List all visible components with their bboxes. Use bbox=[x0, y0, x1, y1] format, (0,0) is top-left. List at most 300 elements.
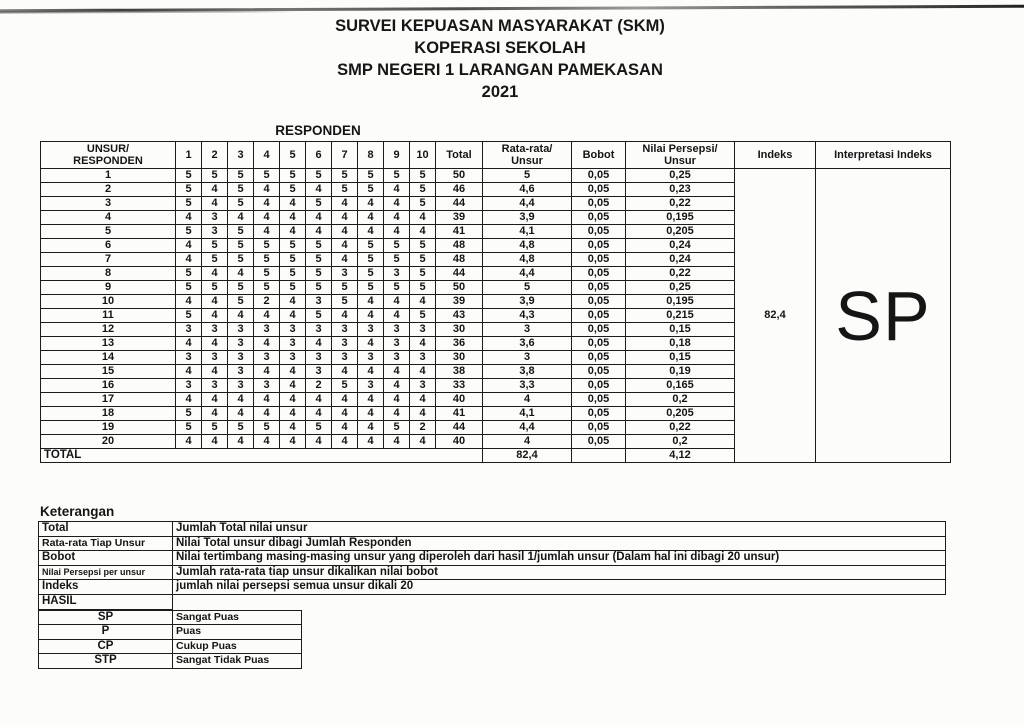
keterangan-term: Rata-rata Tiap Unsur bbox=[39, 536, 173, 551]
score-cell: 4 bbox=[384, 407, 410, 421]
score-cell: 4 bbox=[410, 295, 436, 309]
total-avg-cell: 82,4 bbox=[483, 449, 572, 463]
interpretasi-value: SP bbox=[816, 169, 951, 463]
skm-table-body bbox=[41, 169, 951, 463]
avg-cell: 4 bbox=[483, 435, 572, 449]
score-cell: 4 bbox=[384, 197, 410, 211]
score-cell: 4 bbox=[202, 267, 228, 281]
score-cell: 3 bbox=[332, 267, 358, 281]
score-cell: 3 bbox=[358, 351, 384, 365]
title-line-4: 2021 bbox=[481, 83, 519, 101]
score-cell: 4 bbox=[280, 435, 306, 449]
score-cell: 4 bbox=[410, 365, 436, 379]
score-cell: 4 bbox=[358, 225, 384, 239]
avg-cell: 4 bbox=[483, 393, 572, 407]
col-header-resp-4: 4 bbox=[254, 142, 280, 169]
responden-group-label: RESPONDEN bbox=[275, 123, 361, 138]
score-cell: 5 bbox=[228, 183, 254, 197]
score-cell: 4 bbox=[254, 309, 280, 323]
bobot-cell: 0,05 bbox=[572, 365, 626, 379]
persepsi-cell: 0,22 bbox=[626, 267, 735, 281]
total-cell: 39 bbox=[436, 295, 483, 309]
row-number: 12 bbox=[41, 323, 176, 337]
score-cell: 5 bbox=[384, 169, 410, 183]
score-cell: 3 bbox=[254, 351, 280, 365]
persepsi-cell: 0,195 bbox=[626, 295, 735, 309]
hasil-row bbox=[39, 654, 302, 669]
total-cell: 36 bbox=[436, 337, 483, 351]
keterangan-definition: jumlah nilai persepsi semua unsur dikali 20 bbox=[173, 580, 946, 595]
score-cell: 4 bbox=[384, 379, 410, 393]
score-cell: 3 bbox=[280, 323, 306, 337]
score-cell: 4 bbox=[384, 365, 410, 379]
score-cell: 3 bbox=[410, 379, 436, 393]
score-cell: 5 bbox=[254, 267, 280, 281]
score-cell: 5 bbox=[358, 239, 384, 253]
score-cell: 4 bbox=[254, 435, 280, 449]
score-cell: 5 bbox=[202, 421, 228, 435]
score-cell: 5 bbox=[332, 169, 358, 183]
score-cell: 5 bbox=[228, 225, 254, 239]
score-cell: 4 bbox=[202, 295, 228, 309]
score-cell: 4 bbox=[306, 211, 332, 225]
bobot-cell: 0,05 bbox=[572, 407, 626, 421]
keterangan-definition: Nilai tertimbang masing-masing unsur yang diperoleh dari hasil 1/jumlah unsur (Dalam hal ini dibagi 20 unsur) bbox=[173, 551, 946, 566]
hasil-row bbox=[39, 610, 302, 625]
bobot-cell: 0,05 bbox=[572, 183, 626, 197]
score-cell: 5 bbox=[202, 169, 228, 183]
score-cell: 5 bbox=[332, 281, 358, 295]
header-row bbox=[41, 142, 951, 169]
avg-cell: 4,3 bbox=[483, 309, 572, 323]
score-cell: 3 bbox=[280, 337, 306, 351]
score-cell: 5 bbox=[384, 253, 410, 267]
bobot-cell: 0,05 bbox=[572, 421, 626, 435]
persepsi-cell: 0,25 bbox=[626, 281, 735, 295]
score-cell: 4 bbox=[254, 365, 280, 379]
score-cell: 5 bbox=[176, 407, 202, 421]
persepsi-cell: 0,23 bbox=[626, 183, 735, 197]
hasil-row bbox=[39, 639, 302, 654]
score-cell: 4 bbox=[280, 365, 306, 379]
score-cell: 3 bbox=[384, 323, 410, 337]
avg-cell: 4,4 bbox=[483, 421, 572, 435]
hasil-description: Sangat Tidak Puas bbox=[173, 654, 302, 669]
persepsi-cell: 0,19 bbox=[626, 365, 735, 379]
score-cell: 4 bbox=[332, 365, 358, 379]
total-cell: 50 bbox=[436, 281, 483, 295]
score-cell: 3 bbox=[176, 323, 202, 337]
score-cell: 5 bbox=[280, 239, 306, 253]
score-cell: 4 bbox=[254, 225, 280, 239]
score-cell: 3 bbox=[384, 351, 410, 365]
score-cell: 4 bbox=[176, 239, 202, 253]
persepsi-cell: 0,15 bbox=[626, 323, 735, 337]
data-row-1 bbox=[41, 169, 951, 183]
score-cell: 4 bbox=[228, 211, 254, 225]
row-number: 1 bbox=[41, 169, 176, 183]
row-number: 9 bbox=[41, 281, 176, 295]
score-cell: 3 bbox=[384, 337, 410, 351]
score-cell: 5 bbox=[228, 239, 254, 253]
bobot-cell: 0,05 bbox=[572, 323, 626, 337]
hasil-table bbox=[38, 610, 302, 669]
title-line-2: KOPERASI SEKOLAH bbox=[414, 39, 586, 57]
row-number: 5 bbox=[41, 225, 176, 239]
score-cell: 5 bbox=[228, 281, 254, 295]
score-cell: 4 bbox=[410, 393, 436, 407]
score-cell: 5 bbox=[254, 169, 280, 183]
total-cell: 33 bbox=[436, 379, 483, 393]
score-cell: 5 bbox=[280, 253, 306, 267]
score-cell: 4 bbox=[280, 421, 306, 435]
col-header-unsur: UNSUR/ RESPONDEN bbox=[41, 142, 176, 169]
bobot-cell: 0,05 bbox=[572, 393, 626, 407]
avg-cell: 4,1 bbox=[483, 225, 572, 239]
col-header-resp-10: 10 bbox=[410, 142, 436, 169]
score-cell: 5 bbox=[280, 267, 306, 281]
col-header-interpretasi: Interpretasi Indeks bbox=[816, 142, 951, 169]
total-cell: 43 bbox=[436, 309, 483, 323]
avg-cell: 4,8 bbox=[483, 253, 572, 267]
score-cell: 3 bbox=[306, 295, 332, 309]
score-cell: 4 bbox=[254, 183, 280, 197]
score-cell: 5 bbox=[202, 253, 228, 267]
avg-cell: 3,8 bbox=[483, 365, 572, 379]
score-cell: 4 bbox=[410, 211, 436, 225]
bobot-cell: 0,05 bbox=[572, 267, 626, 281]
score-cell: 5 bbox=[306, 281, 332, 295]
score-cell: 4 bbox=[332, 421, 358, 435]
score-cell: 4 bbox=[176, 365, 202, 379]
score-cell: 5 bbox=[176, 309, 202, 323]
score-cell: 5 bbox=[410, 197, 436, 211]
score-cell: 5 bbox=[358, 169, 384, 183]
col-header-resp-5: 5 bbox=[280, 142, 306, 169]
score-cell: 2 bbox=[410, 421, 436, 435]
score-cell: 3 bbox=[254, 379, 280, 393]
score-cell: 4 bbox=[202, 435, 228, 449]
keterangan-term: Indeks bbox=[39, 580, 173, 595]
score-cell: 5 bbox=[280, 281, 306, 295]
score-cell: 3 bbox=[358, 323, 384, 337]
score-cell: 4 bbox=[384, 295, 410, 309]
col-header-resp-1: 1 bbox=[176, 142, 202, 169]
avg-cell: 5 bbox=[483, 281, 572, 295]
total-bobot-cell bbox=[572, 449, 626, 463]
persepsi-cell: 0,24 bbox=[626, 239, 735, 253]
avg-cell: 4,1 bbox=[483, 407, 572, 421]
score-cell: 4 bbox=[332, 197, 358, 211]
persepsi-cell: 0,165 bbox=[626, 379, 735, 393]
score-cell: 4 bbox=[228, 435, 254, 449]
score-cell: 3 bbox=[228, 379, 254, 393]
total-cell: 39 bbox=[436, 211, 483, 225]
score-cell: 4 bbox=[358, 295, 384, 309]
score-cell: 5 bbox=[410, 183, 436, 197]
col-header-resp-8: 8 bbox=[358, 142, 384, 169]
score-cell: 4 bbox=[358, 197, 384, 211]
bobot-cell: 0,05 bbox=[572, 169, 626, 183]
score-cell: 4 bbox=[202, 407, 228, 421]
hasil-description: Cukup Puas bbox=[173, 639, 302, 654]
score-cell: 4 bbox=[280, 379, 306, 393]
keterangan-term: Bobot bbox=[39, 551, 173, 566]
total-cell: 30 bbox=[436, 351, 483, 365]
score-cell: 4 bbox=[228, 309, 254, 323]
avg-cell: 3 bbox=[483, 323, 572, 337]
score-cell: 4 bbox=[306, 393, 332, 407]
hasil-description: Puas bbox=[173, 625, 302, 640]
score-cell: 5 bbox=[176, 169, 202, 183]
col-header-total: Total bbox=[436, 142, 483, 169]
score-cell: 5 bbox=[280, 169, 306, 183]
score-cell: 5 bbox=[332, 379, 358, 393]
score-cell: 4 bbox=[410, 435, 436, 449]
total-row-label: TOTAL bbox=[41, 449, 483, 463]
col-header-indeks: Indeks bbox=[735, 142, 816, 169]
keterangan-heading: Keterangan bbox=[40, 504, 115, 519]
bobot-cell: 0,05 bbox=[572, 197, 626, 211]
persepsi-cell: 0,25 bbox=[626, 169, 735, 183]
total-cell: 50 bbox=[436, 169, 483, 183]
score-cell: 4 bbox=[358, 337, 384, 351]
score-cell: 3 bbox=[254, 323, 280, 337]
score-cell: 3 bbox=[410, 351, 436, 365]
score-cell: 4 bbox=[332, 435, 358, 449]
col-header-resp-3: 3 bbox=[228, 142, 254, 169]
avg-cell: 4,4 bbox=[483, 197, 572, 211]
score-cell: 5 bbox=[358, 267, 384, 281]
bobot-cell: 0,05 bbox=[572, 211, 626, 225]
total-cell: 41 bbox=[436, 407, 483, 421]
hasil-code: SP bbox=[39, 610, 173, 625]
score-cell: 3 bbox=[358, 379, 384, 393]
score-cell: 3 bbox=[332, 323, 358, 337]
score-cell: 4 bbox=[306, 407, 332, 421]
score-cell: 4 bbox=[332, 225, 358, 239]
score-cell: 5 bbox=[306, 267, 332, 281]
row-number: 17 bbox=[41, 393, 176, 407]
score-cell: 5 bbox=[332, 183, 358, 197]
score-cell: 4 bbox=[176, 393, 202, 407]
total-cell: 44 bbox=[436, 197, 483, 211]
score-cell: 5 bbox=[306, 197, 332, 211]
persepsi-cell: 0,18 bbox=[626, 337, 735, 351]
col-header-persepsi: Nilai Persepsi/ Unsur bbox=[626, 142, 735, 169]
score-cell: 5 bbox=[254, 421, 280, 435]
persepsi-cell: 0,15 bbox=[626, 351, 735, 365]
score-cell: 3 bbox=[176, 351, 202, 365]
score-cell: 5 bbox=[410, 309, 436, 323]
score-cell: 4 bbox=[410, 337, 436, 351]
score-cell: 3 bbox=[228, 323, 254, 337]
score-cell: 4 bbox=[358, 211, 384, 225]
total-cell: 40 bbox=[436, 435, 483, 449]
score-cell: 3 bbox=[332, 351, 358, 365]
score-cell: 3 bbox=[176, 379, 202, 393]
score-cell: 4 bbox=[384, 393, 410, 407]
score-cell: 4 bbox=[332, 253, 358, 267]
col-header-rata: Rata-rata/ Unsur bbox=[483, 142, 572, 169]
persepsi-cell: 0,205 bbox=[626, 407, 735, 421]
persepsi-cell: 0,215 bbox=[626, 309, 735, 323]
col-header-resp-7: 7 bbox=[332, 142, 358, 169]
row-number: 13 bbox=[41, 337, 176, 351]
score-cell: 4 bbox=[280, 211, 306, 225]
keterangan-definition: Nilai Total unsur dibagi Jumlah Responden bbox=[173, 536, 946, 551]
keterangan-table bbox=[38, 521, 946, 595]
total-cell: 48 bbox=[436, 239, 483, 253]
score-cell: 5 bbox=[410, 239, 436, 253]
row-number: 18 bbox=[41, 407, 176, 421]
score-cell: 4 bbox=[228, 267, 254, 281]
hasil-row bbox=[39, 625, 302, 640]
scan-edge-artifact-2 bbox=[0, 10, 300, 13]
score-cell: 4 bbox=[176, 337, 202, 351]
score-cell: 4 bbox=[410, 225, 436, 239]
score-cell: 5 bbox=[228, 197, 254, 211]
total-cell: 44 bbox=[436, 267, 483, 281]
persepsi-cell: 0,2 bbox=[626, 435, 735, 449]
score-cell: 3 bbox=[202, 211, 228, 225]
col-header-bobot: Bobot bbox=[572, 142, 626, 169]
bobot-cell: 0,05 bbox=[572, 309, 626, 323]
score-cell: 4 bbox=[332, 211, 358, 225]
hasil-code: STP bbox=[39, 654, 173, 669]
row-number: 16 bbox=[41, 379, 176, 393]
row-number: 14 bbox=[41, 351, 176, 365]
persepsi-cell: 0,22 bbox=[626, 421, 735, 435]
bobot-cell: 0,05 bbox=[572, 337, 626, 351]
col-header-resp-6: 6 bbox=[306, 142, 332, 169]
persepsi-cell: 0,205 bbox=[626, 225, 735, 239]
score-cell: 4 bbox=[228, 407, 254, 421]
bobot-cell: 0,05 bbox=[572, 281, 626, 295]
score-cell: 5 bbox=[176, 225, 202, 239]
score-cell: 4 bbox=[202, 337, 228, 351]
total-cell: 44 bbox=[436, 421, 483, 435]
score-cell: 5 bbox=[358, 253, 384, 267]
row-number: 8 bbox=[41, 267, 176, 281]
score-cell: 4 bbox=[332, 239, 358, 253]
keterangan-term: Nilai Persepsi per unsur bbox=[39, 565, 173, 580]
score-cell: 5 bbox=[306, 239, 332, 253]
avg-cell: 3 bbox=[483, 351, 572, 365]
hasil-description: Sangat Puas bbox=[173, 610, 302, 625]
persepsi-cell: 0,24 bbox=[626, 253, 735, 267]
score-cell: 3 bbox=[202, 225, 228, 239]
score-cell: 5 bbox=[202, 281, 228, 295]
score-cell: 5 bbox=[228, 169, 254, 183]
row-number: 10 bbox=[41, 295, 176, 309]
skm-table bbox=[40, 141, 951, 463]
bobot-cell: 0,05 bbox=[572, 379, 626, 393]
score-cell: 4 bbox=[384, 309, 410, 323]
score-cell: 4 bbox=[306, 183, 332, 197]
score-cell: 5 bbox=[410, 169, 436, 183]
keterangan-definition: Jumlah Total nilai unsur bbox=[173, 522, 946, 537]
score-cell: 4 bbox=[176, 295, 202, 309]
total-cell: 46 bbox=[436, 183, 483, 197]
avg-cell: 3,9 bbox=[483, 295, 572, 309]
score-cell: 4 bbox=[332, 407, 358, 421]
score-cell: 3 bbox=[384, 267, 410, 281]
bobot-cell: 0,05 bbox=[572, 351, 626, 365]
score-cell: 4 bbox=[384, 183, 410, 197]
hasil-code: P bbox=[39, 625, 173, 640]
score-cell: 4 bbox=[280, 225, 306, 239]
row-number: 7 bbox=[41, 253, 176, 267]
indeks-value: 82,4 bbox=[735, 169, 816, 463]
score-cell: 5 bbox=[280, 183, 306, 197]
score-cell: 4 bbox=[410, 407, 436, 421]
score-cell: 5 bbox=[358, 183, 384, 197]
score-cell: 5 bbox=[228, 295, 254, 309]
total-cell: 38 bbox=[436, 365, 483, 379]
score-cell: 3 bbox=[228, 365, 254, 379]
bobot-cell: 0,05 bbox=[572, 253, 626, 267]
col-header-resp-9: 9 bbox=[384, 142, 410, 169]
avg-cell: 4,8 bbox=[483, 239, 572, 253]
keterangan-row bbox=[39, 580, 946, 595]
score-cell: 4 bbox=[384, 225, 410, 239]
avg-cell: 5 bbox=[483, 169, 572, 183]
document-title bbox=[0, 15, 1000, 103]
row-number: 6 bbox=[41, 239, 176, 253]
total-cell: 40 bbox=[436, 393, 483, 407]
score-cell: 5 bbox=[410, 253, 436, 267]
hasil-label: HASIL bbox=[38, 595, 173, 610]
score-cell: 5 bbox=[254, 239, 280, 253]
avg-cell: 3,6 bbox=[483, 337, 572, 351]
hasil-code: CP bbox=[39, 639, 173, 654]
score-cell: 4 bbox=[228, 393, 254, 407]
keterangan-definition: Jumlah rata-rata tiap unsur dikalikan nilai bobot bbox=[173, 565, 946, 580]
score-cell: 4 bbox=[358, 393, 384, 407]
score-cell: 5 bbox=[254, 253, 280, 267]
score-cell: 2 bbox=[306, 379, 332, 393]
score-cell: 4 bbox=[384, 435, 410, 449]
total-cell: 48 bbox=[436, 253, 483, 267]
score-cell: 4 bbox=[202, 197, 228, 211]
score-cell: 4 bbox=[358, 407, 384, 421]
keterangan-term: Total bbox=[39, 522, 173, 537]
persepsi-cell: 0,2 bbox=[626, 393, 735, 407]
score-cell: 5 bbox=[254, 281, 280, 295]
row-number: 4 bbox=[41, 211, 176, 225]
score-cell: 4 bbox=[280, 393, 306, 407]
score-cell: 4 bbox=[358, 309, 384, 323]
row-number: 20 bbox=[41, 435, 176, 449]
score-cell: 5 bbox=[358, 281, 384, 295]
avg-cell: 4,6 bbox=[483, 183, 572, 197]
row-number: 11 bbox=[41, 309, 176, 323]
score-cell: 5 bbox=[176, 267, 202, 281]
score-cell: 5 bbox=[306, 169, 332, 183]
score-cell: 5 bbox=[176, 183, 202, 197]
persepsi-cell: 0,195 bbox=[626, 211, 735, 225]
keterangan-row bbox=[39, 551, 946, 566]
score-cell: 4 bbox=[332, 309, 358, 323]
score-cell: 5 bbox=[176, 197, 202, 211]
score-cell: 2 bbox=[254, 295, 280, 309]
row-number: 2 bbox=[41, 183, 176, 197]
keterangan-row bbox=[39, 536, 946, 551]
row-number: 19 bbox=[41, 421, 176, 435]
keterangan-section bbox=[38, 504, 946, 669]
total-persepsi-cell: 4,12 bbox=[626, 449, 735, 463]
